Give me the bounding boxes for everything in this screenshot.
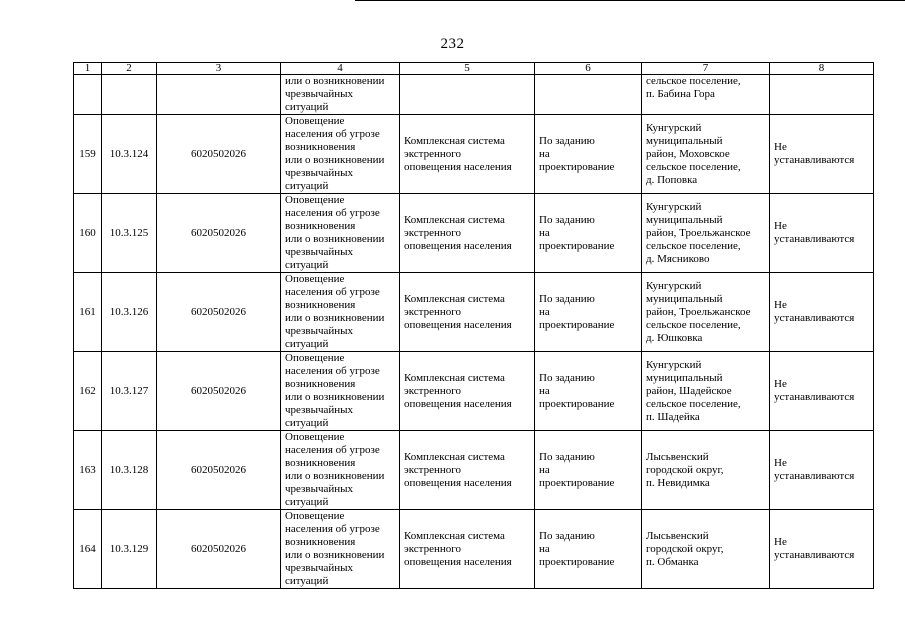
zone-cell: [770, 431, 874, 510]
code-cell: [102, 115, 157, 194]
code-text: 10.3.124: [109, 147, 149, 160]
location-cell: [642, 510, 770, 589]
table-row: [74, 352, 874, 431]
purpose-text: или о возникновении чрезвычайных ситуаций: [285, 75, 385, 113]
oktmo-text: 6020502026: [191, 305, 246, 318]
page-number: 232: [440, 36, 465, 52]
table-row: [74, 115, 874, 194]
zone-cell: [770, 510, 874, 589]
row-number-cell: [74, 194, 102, 273]
status-cell: [535, 510, 642, 589]
code-cell: [102, 352, 157, 431]
code-text: 10.3.126: [109, 305, 149, 318]
purpose-cell: [281, 75, 400, 115]
row-number-cell: [74, 273, 102, 352]
row-number-cell: [74, 115, 102, 194]
purpose-text: Оповещение населения об угрозе возникновения или о возникновении чрезвычайных ситуаций: [285, 115, 385, 192]
oktmo-cell: [157, 194, 281, 273]
location-cell: [642, 194, 770, 273]
oktmo-cell: [157, 352, 281, 431]
table-cell: [400, 75, 535, 115]
zone-cell: [770, 194, 874, 273]
column-number: 4: [281, 63, 400, 75]
location-cell: [642, 273, 770, 352]
zone-cell: [770, 352, 874, 431]
zone-text: Не устанавливаются: [774, 299, 855, 324]
system-cell: [400, 510, 535, 589]
purpose-cell: [281, 194, 400, 273]
oktmo-text: 6020502026: [191, 147, 246, 160]
system-text: Комплексная система экстренного оповещения населения: [404, 134, 512, 173]
objects-table: [73, 62, 874, 589]
column-number: 3: [157, 63, 281, 75]
zone-text: Не устанавливаются: [774, 141, 855, 166]
purpose-text: Оповещение населения об угрозе возникновения или о возникновении чрезвычайных ситуаций: [285, 431, 385, 508]
purpose-text: Оповещение населения об угрозе возникновения или о возникновении чрезвычайных ситуаций: [285, 273, 385, 350]
code-text: 10.3.127: [109, 384, 149, 397]
location-text: Лысьвенский городской округ, п. Невидимка: [646, 450, 724, 489]
status-text: По заданию на проектирование: [539, 292, 615, 331]
system-cell: [400, 431, 535, 510]
row-number-text: 163: [79, 463, 96, 476]
code-text: 10.3.128: [109, 463, 149, 476]
oktmo-cell: [157, 273, 281, 352]
column-number: 7: [642, 63, 770, 75]
purpose-cell: [281, 115, 400, 194]
system-text: Комплексная система экстренного оповещения населения: [404, 529, 512, 568]
code-cell: [102, 273, 157, 352]
status-cell: [535, 352, 642, 431]
system-cell: [400, 273, 535, 352]
status-text: По заданию на проектирование: [539, 371, 615, 410]
row-number-text: 159: [79, 147, 96, 160]
zone-cell: [770, 273, 874, 352]
row-number-text: 162: [79, 384, 96, 397]
table-row: [74, 510, 874, 589]
location-text: Кунгурский муниципальный район, Троельжанское сельское поселение, д. Юшковка: [646, 279, 751, 344]
oktmo-text: 6020502026: [191, 226, 246, 239]
zone-text: Не устанавливаются: [774, 457, 855, 482]
code-text: 10.3.129: [109, 542, 149, 555]
system-text: Комплексная система экстренного оповещения населения: [404, 450, 512, 489]
column-number: 1: [74, 63, 102, 75]
status-text: По заданию на проектирование: [539, 134, 615, 173]
code-cell: [102, 510, 157, 589]
table-cell: [102, 75, 157, 115]
table-row: [74, 273, 874, 352]
location-text: Кунгурский муниципальный район, Троельжанское сельское поселение, д. Мясниково: [646, 200, 751, 265]
row-number-text: 161: [79, 305, 96, 318]
location-text: сельское поселение, п. Бабина Гора: [646, 75, 741, 100]
location-text: Кунгурский муниципальный район, Шадейское сельское поселение, п. Шадейка: [646, 358, 741, 423]
column-number: 6: [535, 63, 642, 75]
location-text: Кунгурский муниципальный район, Моховское сельское поселение, д. Поповка: [646, 121, 741, 186]
continued-row: [74, 75, 874, 115]
location-text: Лысьвенский городской округ, п. Обманка: [646, 529, 724, 568]
top-rule: [355, 0, 905, 1]
purpose-text: Оповещение населения об угрозе возникновения или о возникновении чрезвычайных ситуаций: [285, 194, 385, 271]
table-cell: [74, 75, 102, 115]
code-cell: [102, 194, 157, 273]
status-cell: [535, 273, 642, 352]
table-row: [74, 194, 874, 273]
location-cell: [642, 75, 770, 115]
row-number-cell: [74, 510, 102, 589]
status-cell: [535, 194, 642, 273]
system-text: Комплексная система экстренного оповещения населения: [404, 292, 512, 331]
location-cell: [642, 352, 770, 431]
oktmo-text: 6020502026: [191, 542, 246, 555]
purpose-cell: [281, 273, 400, 352]
zone-text: Не устанавливаются: [774, 536, 855, 561]
purpose-text: Оповещение населения об угрозе возникновения или о возникновении чрезвычайных ситуаций: [285, 352, 385, 429]
column-number-row: [74, 63, 874, 75]
table-row: [74, 431, 874, 510]
status-text: По заданию на проектирование: [539, 450, 615, 489]
row-number-text: 160: [79, 226, 96, 239]
system-text: Комплексная система экстренного оповещения населения: [404, 371, 512, 410]
table-cell: [157, 75, 281, 115]
purpose-cell: [281, 431, 400, 510]
row-number-text: 164: [79, 542, 96, 555]
system-text: Комплексная система экстренного оповещения населения: [404, 213, 512, 252]
oktmo-cell: [157, 510, 281, 589]
oktmo-text: 6020502026: [191, 384, 246, 397]
location-cell: [642, 115, 770, 194]
status-text: По заданию на проектирование: [539, 529, 615, 568]
purpose-cell: [281, 352, 400, 431]
location-cell: [642, 431, 770, 510]
oktmo-text: 6020502026: [191, 463, 246, 476]
zone-text: Не устанавливаются: [774, 220, 855, 245]
purpose-text: Оповещение населения об угрозе возникновения или о возникновении чрезвычайных ситуаций: [285, 510, 385, 587]
column-number: 2: [102, 63, 157, 75]
zone-text: Не устанавливаются: [774, 378, 855, 403]
table-cell: [535, 75, 642, 115]
purpose-cell: [281, 510, 400, 589]
oktmo-cell: [157, 115, 281, 194]
system-cell: [400, 115, 535, 194]
system-cell: [400, 194, 535, 273]
code-cell: [102, 431, 157, 510]
oktmo-cell: [157, 431, 281, 510]
status-cell: [535, 431, 642, 510]
row-number-cell: [74, 431, 102, 510]
row-number-cell: [74, 352, 102, 431]
zone-cell: [770, 115, 874, 194]
column-number: 8: [770, 63, 874, 75]
table-cell: [770, 75, 874, 115]
code-text: 10.3.125: [109, 226, 149, 239]
column-number: 5: [400, 63, 535, 75]
system-cell: [400, 352, 535, 431]
status-text: По заданию на проектирование: [539, 213, 615, 252]
status-cell: [535, 115, 642, 194]
